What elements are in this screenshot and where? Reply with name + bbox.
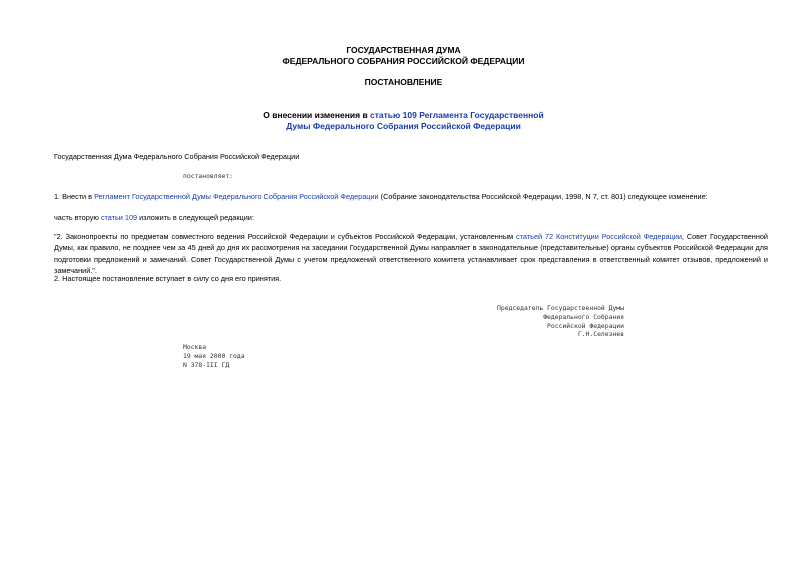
place-date: 19 мая 2000 года [183,351,245,360]
article-109-link[interactable]: статьи 109 [100,213,138,222]
document-type: ПОСТАНОВЛЕНИЕ [364,77,443,87]
item1-prefix: 1. Внести в [54,192,95,201]
signature-line2: Федерального Собрания [543,312,624,321]
document-number: N 378-III ГД [183,360,230,369]
signature-line1: Председатель Государственной Думы [497,304,624,312]
document-title-line1 [0,110,807,121]
constitution-article-72-link[interactable]: статьей 72 Конституции Российской Федерации [516,232,682,241]
resolves-text: постановляет: [183,172,234,180]
org-name-line1: ГОСУДАРСТВЕННАЯ ДУМА [346,45,461,55]
item2-paragraph: 2. Настоящее постановление вступает в силу со дня его принятия. [54,274,282,283]
signature-line3: Российской Федерации [547,321,624,330]
title-link-duma-regulation[interactable]: Думы Федерального Собрания Российской Федерации [286,121,521,131]
quoted-amendment-paragraph [54,231,768,276]
document-title-line2 [0,121,807,132]
title-link-article-109[interactable]: статью 109 Регламента Государственной [370,110,544,120]
title-prefix: О внесении изменения в [263,110,371,120]
item1-paragraph [54,191,708,202]
org-name-line2: ФЕДЕРАЛЬНОГО СОБРАНИЯ РОССИЙСКОЙ ФЕДЕРАЦИИ [282,56,525,66]
quote-prefix: "2. Законопроекты по предметам совместного ведения Российской Федерации и субъектов Российской Федерации, установленным [54,232,516,241]
regulation-link[interactable]: Регламент Государственной Думы Федерального Собрания Российской Федерации [94,192,379,201]
part-suffix: изложить в следующей редакции: [137,213,254,222]
item1-suffix: (Собрание законодательства Российской Федерации, 1998, N 7, ст. 801) следующее изменение: [378,192,708,201]
place-city: Москва [183,343,207,351]
signature-name: Г.Н.Селезнев [577,330,624,339]
part-prefix: часть вторую [54,213,101,222]
issuer-text: Государственная Дума Федерального Собрания Российской Федерации [54,152,300,161]
quote-suffix: , Совет Государственной Думы, как правило, не позднее чем за 45 дней до дня их рассмотрения на заседании Государственной Думы направляет в законодательные (представительные) органы субъектов Российской Федерации для подготовки предложений и замечаний. Совет Государственной Думы с учетом предложений ответственного комитета устанавливает срок представления в ответственный комитет отзывов, предложений и замечаний.". [54,232,769,275]
part-paragraph [54,212,254,223]
